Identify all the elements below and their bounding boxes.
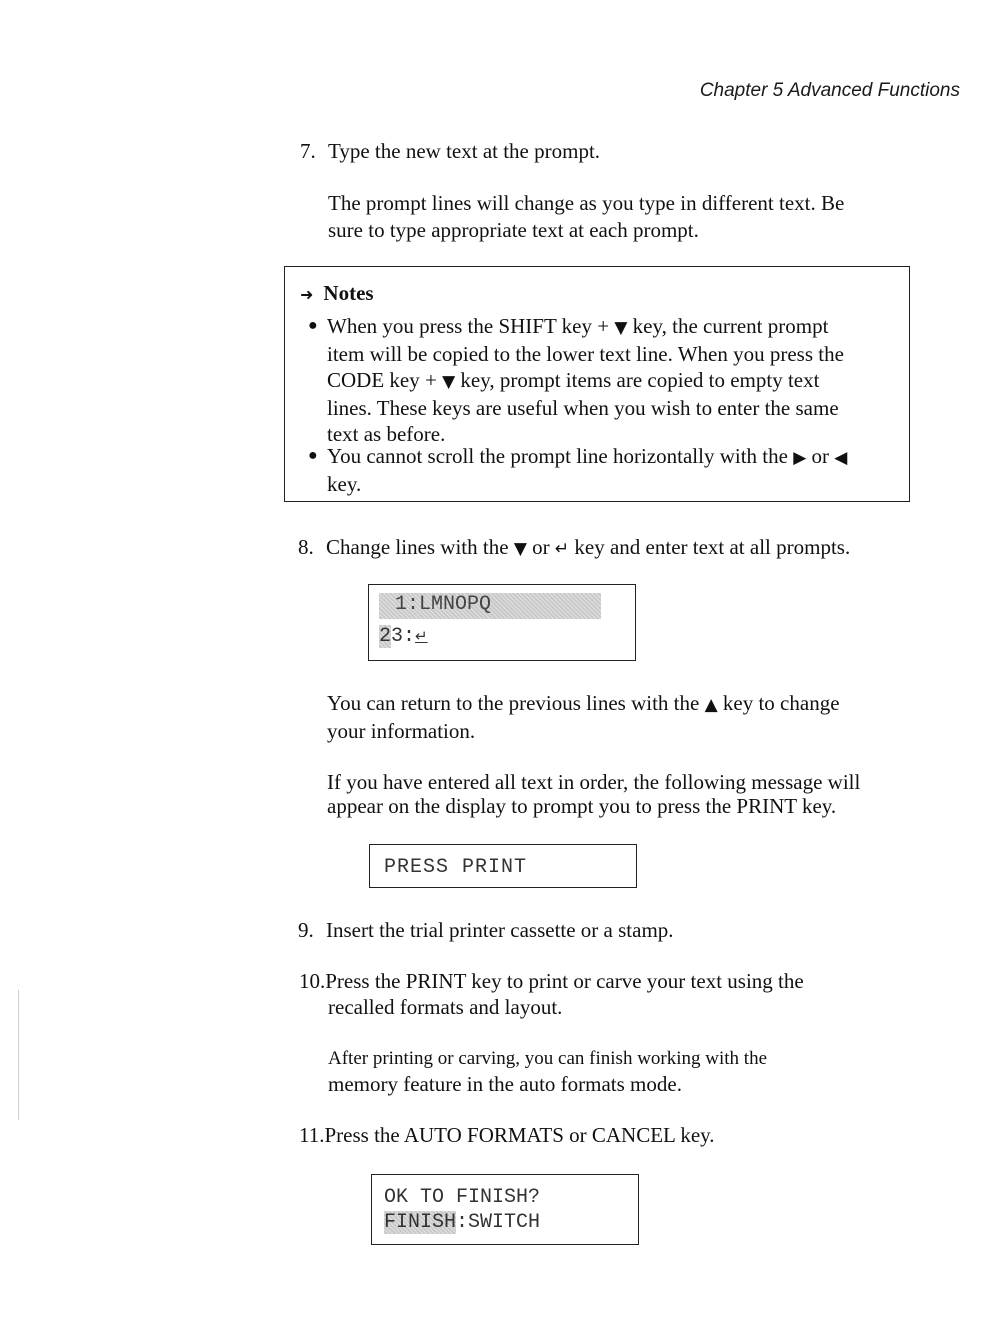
lcd-display-prompts xyxy=(368,584,636,661)
note2-text: You cannot scroll the prompt line horizontally with the xyxy=(327,444,794,468)
step-8-para2-line2: appear on the display to prompt you to press the PRINT key. xyxy=(327,794,837,818)
down-triangle-icon: ▼ xyxy=(614,318,628,338)
lcd-display-press-print xyxy=(369,844,637,888)
chapter-header: Chapter 5 Advanced Functions xyxy=(699,80,960,101)
step-number: 8. xyxy=(298,535,314,559)
step-8 xyxy=(298,534,850,563)
step-8-para1-line1 xyxy=(327,690,840,719)
down-triangle-icon: ▼ xyxy=(442,372,456,392)
notes-bullet-1 xyxy=(308,313,897,447)
step-text: key and enter text at all prompts. xyxy=(569,535,851,559)
step-7-detail-line1: The prompt lines will change as you type in different text. Be xyxy=(328,191,845,215)
para-text: key to change xyxy=(717,691,840,715)
para-text: You can return to the previous lines with the xyxy=(327,691,705,715)
note1-line3 xyxy=(327,367,897,395)
lcd-line-2 xyxy=(379,625,428,648)
notes-arrow-icon: ➜ xyxy=(300,285,314,304)
step-text: Press the AUTO FORMATS or CANCEL key. xyxy=(324,1123,715,1147)
lcd-message: PRESS PRINT xyxy=(384,856,528,879)
note1-line5: text as before. xyxy=(327,422,446,446)
note2-text: or xyxy=(806,444,835,468)
note1-text: key, prompt items are copied to empty text xyxy=(455,368,820,392)
lcd-line-2-text: 3: xyxy=(391,625,416,648)
note1-text: key, the current prompt xyxy=(627,314,829,338)
down-triangle-icon: ▼ xyxy=(513,539,527,559)
bullet-icon: ● xyxy=(308,317,318,334)
step-10-line2: recalled formats and layout. xyxy=(328,995,563,1019)
lcd-highlight-finish: FINISH xyxy=(384,1211,457,1234)
lcd-line-2 xyxy=(384,1211,540,1234)
up-triangle-icon: ▲ xyxy=(704,695,718,715)
step-7-detail-line2: sure to type appropriate text at each prompt. xyxy=(328,218,699,242)
return-key-icon: ↵ xyxy=(415,627,428,645)
lcd-display-finish xyxy=(371,1174,639,1245)
step-10 xyxy=(299,968,804,995)
step-number: 9. xyxy=(298,918,314,942)
note2-line1 xyxy=(327,443,902,471)
left-triangle-icon: ◀ xyxy=(834,448,848,468)
step-text: Press the PRINT key to print or carve your text using the xyxy=(325,969,804,993)
note1-text: When you press the SHIFT key + xyxy=(327,314,615,338)
step-10-detail-line1: After printing or carving, you can finish working with the xyxy=(328,1048,768,1069)
step-number: 10. xyxy=(299,969,326,993)
lcd-line-1: 1:LMNOPQ xyxy=(395,593,492,616)
step-number: 7. xyxy=(300,139,316,163)
step-10-detail-line2: memory feature in the auto formats mode. xyxy=(328,1072,682,1096)
step-9 xyxy=(298,917,674,944)
note1-line4: lines. These keys are useful when you wish to enter the same xyxy=(327,396,839,420)
step-7 xyxy=(300,138,600,165)
step-text: Type the new text at the prompt. xyxy=(328,139,601,163)
lcd-cursor-block: 2 xyxy=(379,625,392,648)
step-8-para1-line2: your information. xyxy=(327,719,476,743)
step-8-para2-line1: If you have entered all text in order, the following message will xyxy=(327,770,861,794)
step-number: 11. xyxy=(299,1123,325,1147)
lcd-line-1: OK TO FINISH? xyxy=(384,1186,541,1209)
note1-line1 xyxy=(327,313,897,341)
step-11 xyxy=(299,1122,715,1149)
note1-line2: item will be copied to the lower text line. When you press the xyxy=(327,342,844,366)
scan-artifact xyxy=(18,990,19,1120)
note1-text: CODE key + xyxy=(327,368,443,392)
lcd-line-2-text: :SWITCH xyxy=(456,1211,541,1234)
return-key-icon: ↵ xyxy=(554,539,570,559)
step-text: Change lines with the xyxy=(326,535,514,559)
notes-heading xyxy=(300,281,374,306)
step-text: Insert the trial printer cassette or a stamp. xyxy=(326,918,674,942)
notes-title: Notes xyxy=(323,281,374,305)
bullet-icon: ● xyxy=(308,447,318,464)
step-text: or xyxy=(526,535,555,559)
right-triangle-icon: ▶ xyxy=(793,448,807,468)
note2-line2: key. xyxy=(327,472,362,496)
notes-bullet-2 xyxy=(308,443,902,497)
